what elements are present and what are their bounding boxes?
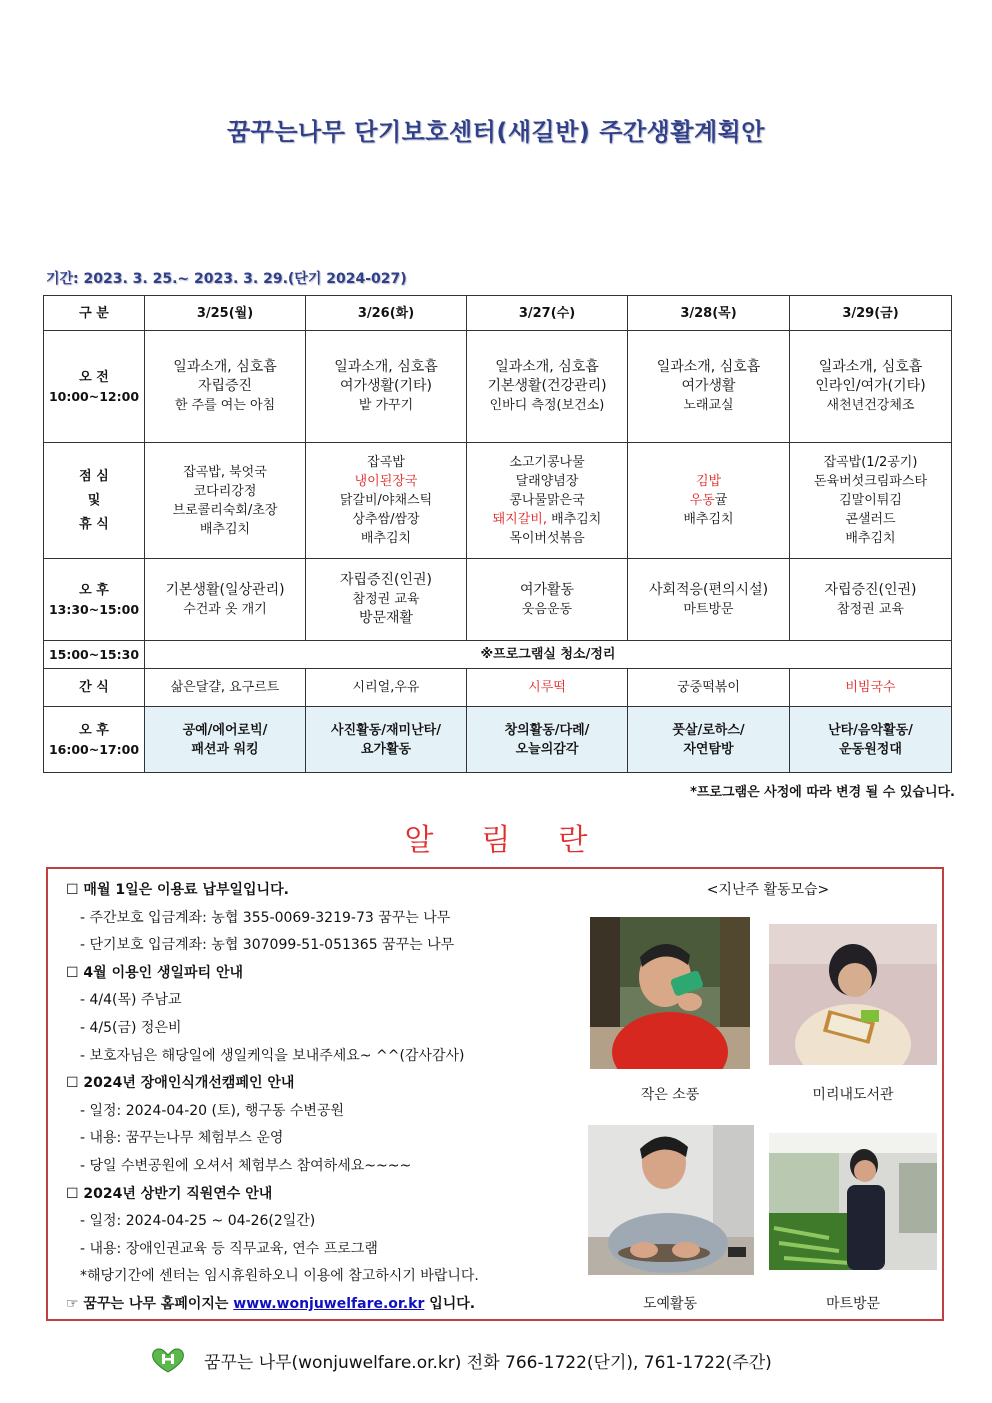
tree-logo-icon (150, 1347, 186, 1373)
day-header: 3/28(목) (628, 296, 790, 331)
notice-item: *해당기간에 센터는 임시휴원하오니 이용에 참고하시기 바랍니다. (80, 1268, 479, 1285)
morning-label: 오 전 10:00~12:00 (44, 331, 145, 443)
lunch-cell: 김밥 우동귤 배추김치 (628, 443, 790, 559)
notice-title: 알림란 (404, 823, 636, 858)
morning-row (44, 331, 952, 443)
afternoon-cell: 기본생활(일상관리) 수건과 옷 개기 (145, 559, 306, 641)
notice-heading: ☐ 매월 1일은 이용료 납부일입니다. (66, 882, 289, 898)
afternoon-label: 오 후 13:30~15:00 (44, 559, 145, 641)
photo-caption: 미리내도서관 (812, 1087, 894, 1103)
morning-cell: 일과소개, 심호흡 자립증진 한 주를 여는 아침 (145, 331, 306, 443)
snack-row (44, 669, 952, 707)
morning-cell: 일과소개, 심호흡 여가생활 노래교실 (628, 331, 790, 443)
picnic-photo (590, 917, 750, 1069)
photos-heading: <지난주 활동모습> (706, 882, 830, 898)
lunch-row (44, 443, 952, 559)
cleanup-text: ※프로그램실 청소/정리 (145, 641, 952, 669)
day-header: 3/29(금) (790, 296, 952, 331)
late-afternoon-row (44, 707, 952, 773)
lunch-cell: 소고기콩나물 달래양념장 콩나물맑은국 돼지갈비, 배추김치 목이버섯볶음 (467, 443, 628, 559)
page-title: 꿈꾸는나무 단기보호센터(새길반) 주간생활계획안 (226, 118, 765, 146)
library-photo (769, 924, 937, 1065)
notice-heading: ☐ 2024년 상반기 직원연수 안내 (66, 1185, 273, 1202)
snack-cell: 비빔국수 (790, 669, 952, 707)
late-cell: 창의활동/다례/ 오늘의감각 (467, 707, 628, 773)
change-note: *프로그램은 사정에 따라 변경 될 수 있습니다. (690, 785, 955, 800)
morning-cell: 일과소개, 심호흡 기본생활(건강관리) 인바디 측정(보건소) (467, 331, 628, 443)
notice-item: - 주간보호 입금계좌: 농협 355-0069-3219-73 꿈꾸는 나무 (80, 909, 451, 926)
late-label: 오 후 16:00~17:00 (44, 707, 145, 773)
notice-item: - 내용: 꿈꾸는나무 체험부스 운영 (80, 1130, 284, 1147)
footer-text: 꿈꾸는 나무(wonjuwelfare.or.kr) 전화 766-1722(단기), 761-1722(주간) (204, 1352, 772, 1373)
homepage-line: ☞ 꿈꾸는 나무 홈페이지는 www.wonjuwelfare.or.kr 입니다. (66, 1295, 476, 1312)
corner-cell: 구 분 (44, 296, 145, 331)
late-cell: 공예/에어로빅/ 패션과 워킹 (145, 707, 306, 773)
notice-item: - 4/5(금) 정은비 (80, 1019, 182, 1036)
late-cell: 난타/음악활동/ 운동원정대 (790, 707, 952, 773)
notice-item: - 일정: 2024-04-25 ~ 04-26(2일간) (80, 1213, 316, 1230)
notice-item: - 4/4(목) 주남교 (80, 992, 182, 1009)
notice-item: - 보호자님은 해당일에 생일케익을 보내주세요~ ^^(감사감사) (80, 1047, 465, 1064)
homepage-link[interactable]: www.wonjuwelfare.or.kr (233, 1295, 425, 1312)
late-cell: 사진활동/재미난타/ 요가활동 (306, 707, 467, 773)
day-header: 3/25(월) (145, 296, 306, 331)
cleanup-row (44, 641, 952, 669)
notice-item: - 일정: 2024-04-20 (토), 행구동 수변공원 (80, 1102, 344, 1119)
afternoon-cell: 자립증진(인권) 참정권 교육 방문재활 (306, 559, 467, 641)
period-label: 기간: 2023. 3. 25.~ 2023. 3. 29.(단기 2024-027) (46, 271, 407, 287)
afternoon-row (44, 559, 952, 641)
afternoon-cell: 사회적응(편의시설) 마트방문 (628, 559, 790, 641)
late-cell: 풋살/로하스/ 자연탐방 (628, 707, 790, 773)
notice-item: - 단기보호 입금계좌: 농협 307099-51-051365 꿈꾸는 나무 (80, 937, 455, 954)
afternoon-cell: 자립증진(인권) 참정권 교육 (790, 559, 952, 641)
photo-caption: 작은 소풍 (640, 1087, 700, 1103)
lunch-cell: 잡곡밥(1/2공기) 돈육버섯크림파스타 김말이튀김 콘샐러드 배추김치 (790, 443, 952, 559)
snack-cell: 궁중떡볶이 (628, 669, 790, 707)
morning-cell: 일과소개, 심호흡 여가생활(기타) 밭 가꾸기 (306, 331, 467, 443)
day-header: 3/26(화) (306, 296, 467, 331)
notice-heading: ☐ 2024년 장애인식개선캠페인 안내 (66, 1075, 295, 1092)
snack-cell: 시리얼,우유 (306, 669, 467, 707)
day-header: 3/27(수) (467, 296, 628, 331)
snack-cell: 삶은달걀, 요구르트 (145, 669, 306, 707)
snack-label: 간 식 (44, 669, 145, 707)
lunch-cell: 잡곡밥 냉이된장국 닭갈비/야채스틱 상추쌈/쌈장 배추김치 (306, 443, 467, 559)
pottery-photo (588, 1125, 754, 1275)
header-row (44, 296, 952, 331)
snack-cell: 시루떡 (467, 669, 628, 707)
morning-cell: 일과소개, 심호흡 인라인/여가(기타) 새천년건강체조 (790, 331, 952, 443)
notice-item: - 당일 수변공원에 오셔서 체험부스 참여하세요~~~~ (80, 1157, 412, 1174)
notice-item: - 내용: 장애인권교육 등 직무교육, 연수 프로그램 (80, 1240, 378, 1257)
notice-box (46, 867, 944, 1321)
footer (150, 1347, 772, 1373)
notice-heading: ☐ 4월 이용인 생일파티 안내 (66, 964, 244, 981)
lunch-label: 점 심 및 휴 식 (44, 443, 145, 559)
afternoon-cell: 여가활동 웃음운동 (467, 559, 628, 641)
notice-list (66, 877, 606, 1319)
cleanup-time: 15:00~15:30 (44, 641, 145, 669)
photo-caption: 마트방문 (825, 1296, 881, 1312)
lunch-cell: 잡곡밥, 북엇국 코다리강정 브로콜리숙회/초장 배추김치 (145, 443, 306, 559)
mart-photo (769, 1133, 937, 1270)
weekly-schedule-table (43, 295, 952, 773)
photo-caption: 도예활동 (642, 1296, 698, 1312)
